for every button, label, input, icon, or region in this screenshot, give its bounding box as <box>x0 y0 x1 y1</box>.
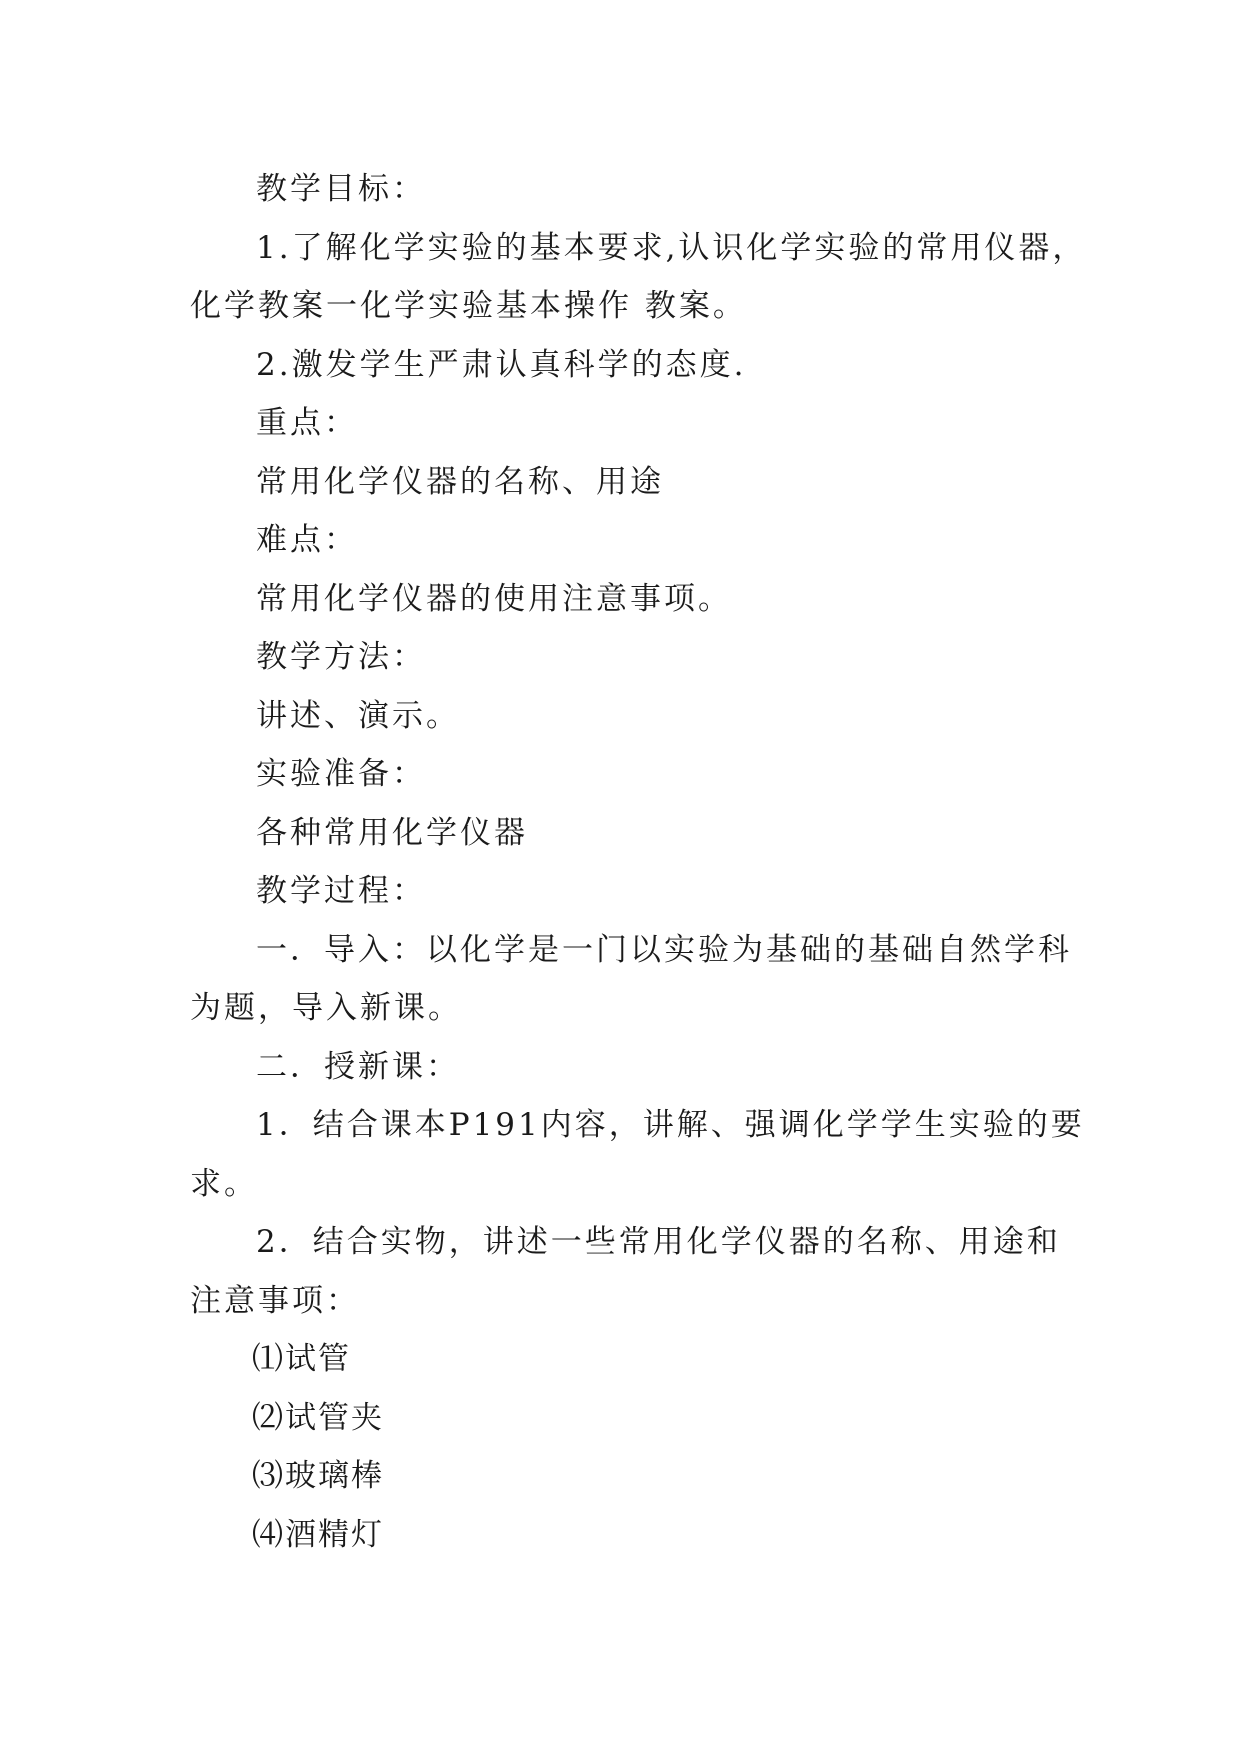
lesson-step-1-line-1: 1．结合课本P191内容，讲解、强调化学学生实验的要 <box>256 1107 1085 1143</box>
process-intro-line-2: 为题，导入新课。 <box>190 990 462 1026</box>
goal-2: 2.激发学生严肃认真科学的态度. <box>256 346 747 383</box>
key-points-text: 常用化学仪器的名称、用途 <box>256 463 664 500</box>
heading-teaching-method: 教学方法： <box>256 639 426 675</box>
lesson-step-2-line-1: 2．结合实物，讲述一些常用化学仪器的名称、用途和 <box>256 1224 1061 1260</box>
goal-1-line-2: 化学教案一化学实验基本操作 教案。 <box>190 288 747 324</box>
list-item-alcohol-lamp: ⑷酒精灯 <box>252 1516 384 1553</box>
experiment-prep-text: 各种常用化学仪器 <box>256 814 528 851</box>
list-item-test-tube-holder: ⑵试管夹 <box>252 1399 384 1436</box>
heading-experiment-prep: 实验准备： <box>256 756 426 792</box>
difficulties-text: 常用化学仪器的使用注意事项。 <box>256 580 732 617</box>
list-item-test-tube: ⑴试管 <box>252 1341 351 1377</box>
heading-teaching-process: 教学过程： <box>256 873 426 909</box>
process-new-lesson: 二．授新课： <box>256 1048 460 1085</box>
lesson-step-1-line-2: 求。 <box>190 1165 258 1202</box>
heading-teaching-goals: 教学目标： <box>256 171 426 207</box>
heading-key-points: 重点： <box>256 405 358 441</box>
heading-difficulties: 难点： <box>256 522 358 558</box>
lesson-step-2-line-2: 注意事项： <box>190 1282 360 1319</box>
goal-1-line-1: 1.了解化学实验的基本要求,认识化学实验的常用仪器， <box>256 229 1087 266</box>
teaching-method-text: 讲述、演示。 <box>256 697 460 734</box>
list-item-glass-rod: ⑶玻璃棒 <box>252 1458 384 1494</box>
process-intro-line-1: 一．导入：以化学是一门以实验为基础的基础自然学科 <box>256 931 1072 968</box>
document-body <box>190 160 1087 1564</box>
